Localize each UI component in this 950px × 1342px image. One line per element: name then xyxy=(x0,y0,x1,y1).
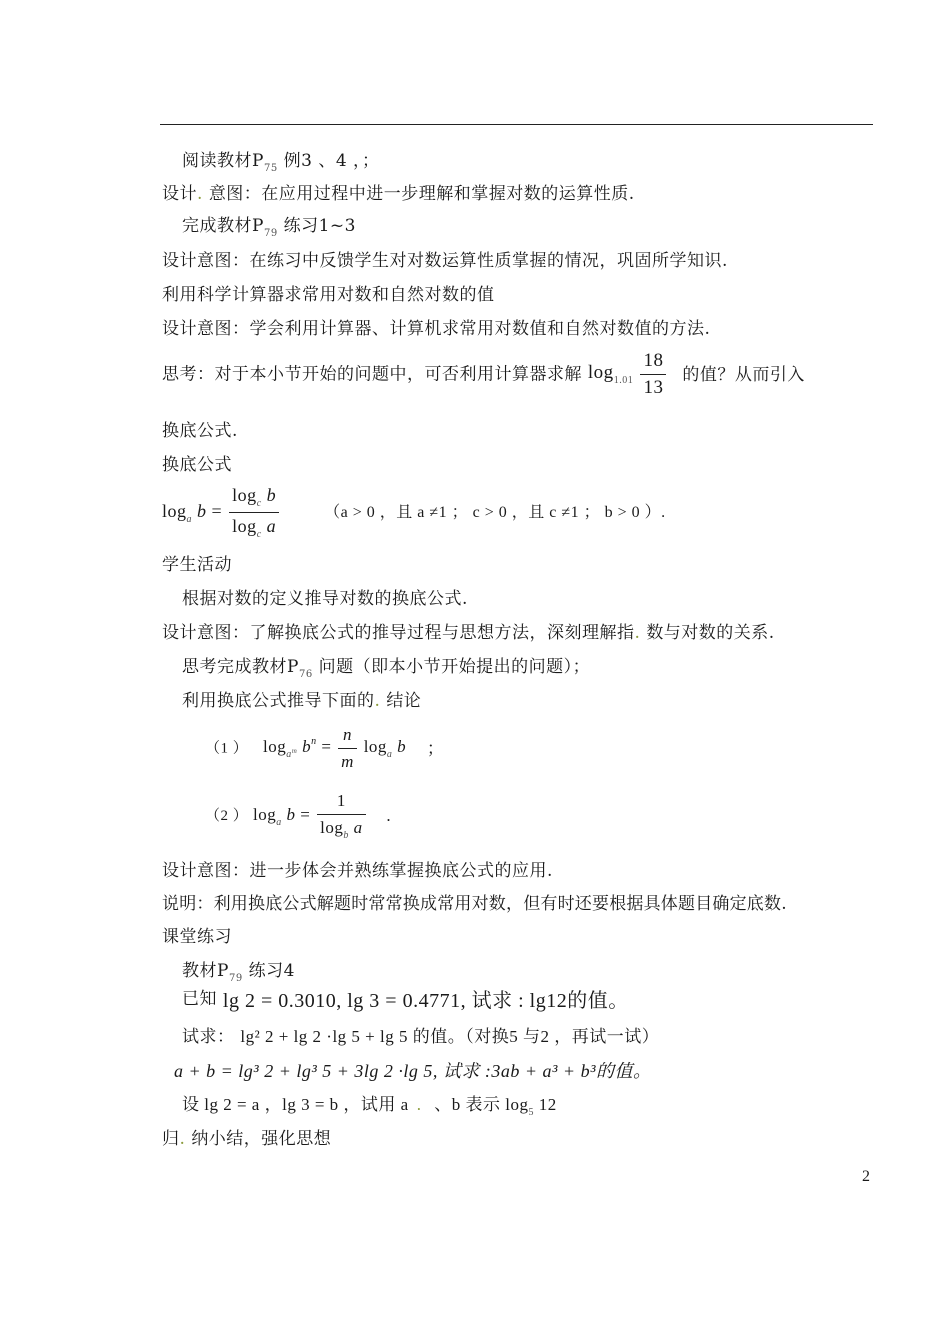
log-base: 1.01 xyxy=(613,375,634,386)
text: 设计 xyxy=(162,184,197,204)
log-expression xyxy=(587,362,639,386)
argument: b xyxy=(266,485,277,505)
rhs xyxy=(363,737,411,760)
text-line-2 xyxy=(162,183,635,205)
log-base: 5 xyxy=(528,1107,534,1118)
text-line-20 xyxy=(182,988,629,1011)
argument: b xyxy=(397,737,407,756)
text: 设计意图：了解换底公式的推导过程与思想方法，深刻理解指 xyxy=(162,623,635,643)
equals: = xyxy=(300,804,311,824)
text: 设 lg 2 = a ，lg 3 = b ，试用 a xyxy=(182,1095,409,1114)
numerator xyxy=(229,484,279,513)
log-text: log xyxy=(320,818,344,837)
conditions: （a > 0 ，且 a ≠1 ； c > 0 ，且 c ≠1 ； b > 0 ）. xyxy=(324,503,666,521)
text-line-18: 课堂练习 xyxy=(162,927,232,947)
log-base: b xyxy=(343,830,349,841)
argument: b xyxy=(302,737,312,756)
fraction xyxy=(640,350,666,399)
log-base: c xyxy=(256,498,262,509)
text: 归 xyxy=(162,1129,180,1149)
log-text: log xyxy=(263,737,287,756)
page-number: 2 xyxy=(862,1168,870,1185)
log-text: log xyxy=(232,485,257,505)
text-line-7 xyxy=(162,350,805,399)
lhs xyxy=(162,500,227,525)
formula-1 xyxy=(205,724,444,773)
text: 的值？从而引入 xyxy=(682,364,805,385)
log-text: log xyxy=(162,500,187,521)
change-of-base-formula xyxy=(162,484,666,541)
argument: 12 xyxy=(538,1095,557,1114)
log-base xyxy=(286,749,297,760)
equals: = xyxy=(211,500,223,521)
base-exponent: m xyxy=(291,747,298,755)
dot-mark: . xyxy=(416,1095,422,1114)
numerator: 18 xyxy=(640,350,666,375)
text-line-3 xyxy=(182,215,356,240)
subscript: 79 xyxy=(228,973,243,984)
subscript: 79 xyxy=(263,228,278,239)
text-line-13 xyxy=(162,622,775,644)
log-text: log xyxy=(232,516,257,536)
text-line-17: 说明：利用换底公式解题时常常换成常用对数，但有时还要根据具体题目确定底数. xyxy=(162,894,787,914)
punctuation: . xyxy=(386,806,392,825)
denominator: 13 xyxy=(643,377,664,398)
numerator: n xyxy=(338,724,357,749)
text-line-1 xyxy=(182,150,380,175)
formula-2 xyxy=(205,790,391,842)
log-text: log xyxy=(587,362,614,383)
text-line-24 xyxy=(162,1128,331,1150)
text-line-15 xyxy=(182,690,421,712)
argument: b xyxy=(197,500,207,521)
text-line-12: 根据对数的定义推导对数的换底公式. xyxy=(182,589,468,609)
denominator xyxy=(229,513,279,541)
punctuation: ； xyxy=(426,738,445,758)
text-line-16: 设计意图：进一步体会并熟练掌握换底公式的应用. xyxy=(162,861,553,881)
dot-mark: . xyxy=(197,184,203,204)
text: 数与对数的关系. xyxy=(646,623,775,643)
argument: b xyxy=(286,804,296,824)
text-line-14 xyxy=(182,656,590,681)
lhs xyxy=(253,804,315,828)
text: 完成教材P xyxy=(182,216,264,236)
text: 、b 表示 log xyxy=(434,1095,529,1114)
text: 思考：对于本小节开始的问题中，可否利用计算器求解 xyxy=(162,364,582,385)
text: 试求： xyxy=(182,1027,235,1047)
text-line-9: 换底公式 xyxy=(162,455,232,475)
log-base: a xyxy=(276,816,282,828)
subscript: 76 xyxy=(298,669,313,680)
log-base: a xyxy=(186,513,193,525)
denominator: m xyxy=(341,752,354,771)
log-text: log xyxy=(253,804,277,824)
text-line-23 xyxy=(182,1094,557,1119)
text: 阅读教材P xyxy=(182,151,264,171)
text-line-22: a + b = lg³ 2 + lg³ 5 + 3lg 2 ·lg 5, 试求 :3ab + a³ + b³的值。 xyxy=(174,1061,652,1081)
fraction xyxy=(338,724,357,773)
denominator xyxy=(317,815,365,842)
lhs xyxy=(263,736,336,760)
text: 练习4 xyxy=(248,961,295,981)
text-line-5: 利用科学计算器求常用对数和自然对数的值 xyxy=(162,285,495,305)
log-base: a xyxy=(386,749,393,760)
text-line-8: 换底公式. xyxy=(162,421,238,441)
base-letter: a xyxy=(286,749,292,760)
equals: = xyxy=(321,737,332,756)
text: 思考完成教材P xyxy=(182,657,299,677)
dot-mark: . xyxy=(634,623,641,643)
text-line-6: 设计意图：学会利用计算器、计算机求常用对数值和自然对数值的方法. xyxy=(162,319,711,339)
text-line-21 xyxy=(182,1026,659,1048)
text-line-4: 设计意图：在练习中反馈学生对对数运算性质掌握的情况，巩固所学知识. xyxy=(162,251,728,271)
text: 教材P xyxy=(182,961,229,981)
log-base: c xyxy=(256,529,262,540)
header-rule xyxy=(160,124,873,125)
text: 利用换底公式推导下面的 xyxy=(182,691,375,711)
text: 练习1~3 xyxy=(283,216,356,236)
fraction xyxy=(317,790,365,842)
text: 问题（即本小节开始提出的问题）； xyxy=(318,657,591,677)
text: 意图：在应用过程中进一步理解和掌握对数的运算性质. xyxy=(208,184,635,204)
numerator: 1 xyxy=(317,790,365,815)
formula-label: （1 ） xyxy=(205,740,249,757)
text: 例3 、4 ，； xyxy=(283,151,380,171)
text-line-19 xyxy=(182,960,295,985)
dot-mark: . xyxy=(179,1129,186,1149)
exponent: n xyxy=(311,736,317,747)
fraction xyxy=(229,484,279,541)
text: 结论 xyxy=(386,691,422,711)
text-line-11: 学生活动 xyxy=(162,555,232,575)
log-text: log xyxy=(363,737,387,756)
dot-mark: . xyxy=(374,691,381,711)
equation: lg² 2 + lg 2 ·lg 5 + lg 5 的值。（对换5 与2 ，再试一试） xyxy=(240,1027,660,1046)
text: 纳小结，强化思想 xyxy=(191,1129,332,1149)
argument: a xyxy=(353,818,363,837)
text: 已知 xyxy=(182,989,217,1009)
subscript: 75 xyxy=(263,163,278,174)
formula-label: （2 ） xyxy=(205,808,249,824)
argument: a xyxy=(266,516,277,536)
equation: lg 2 = 0.3010, lg 3 = 0.4771, 试求 : lg12的值。 xyxy=(222,990,629,1012)
